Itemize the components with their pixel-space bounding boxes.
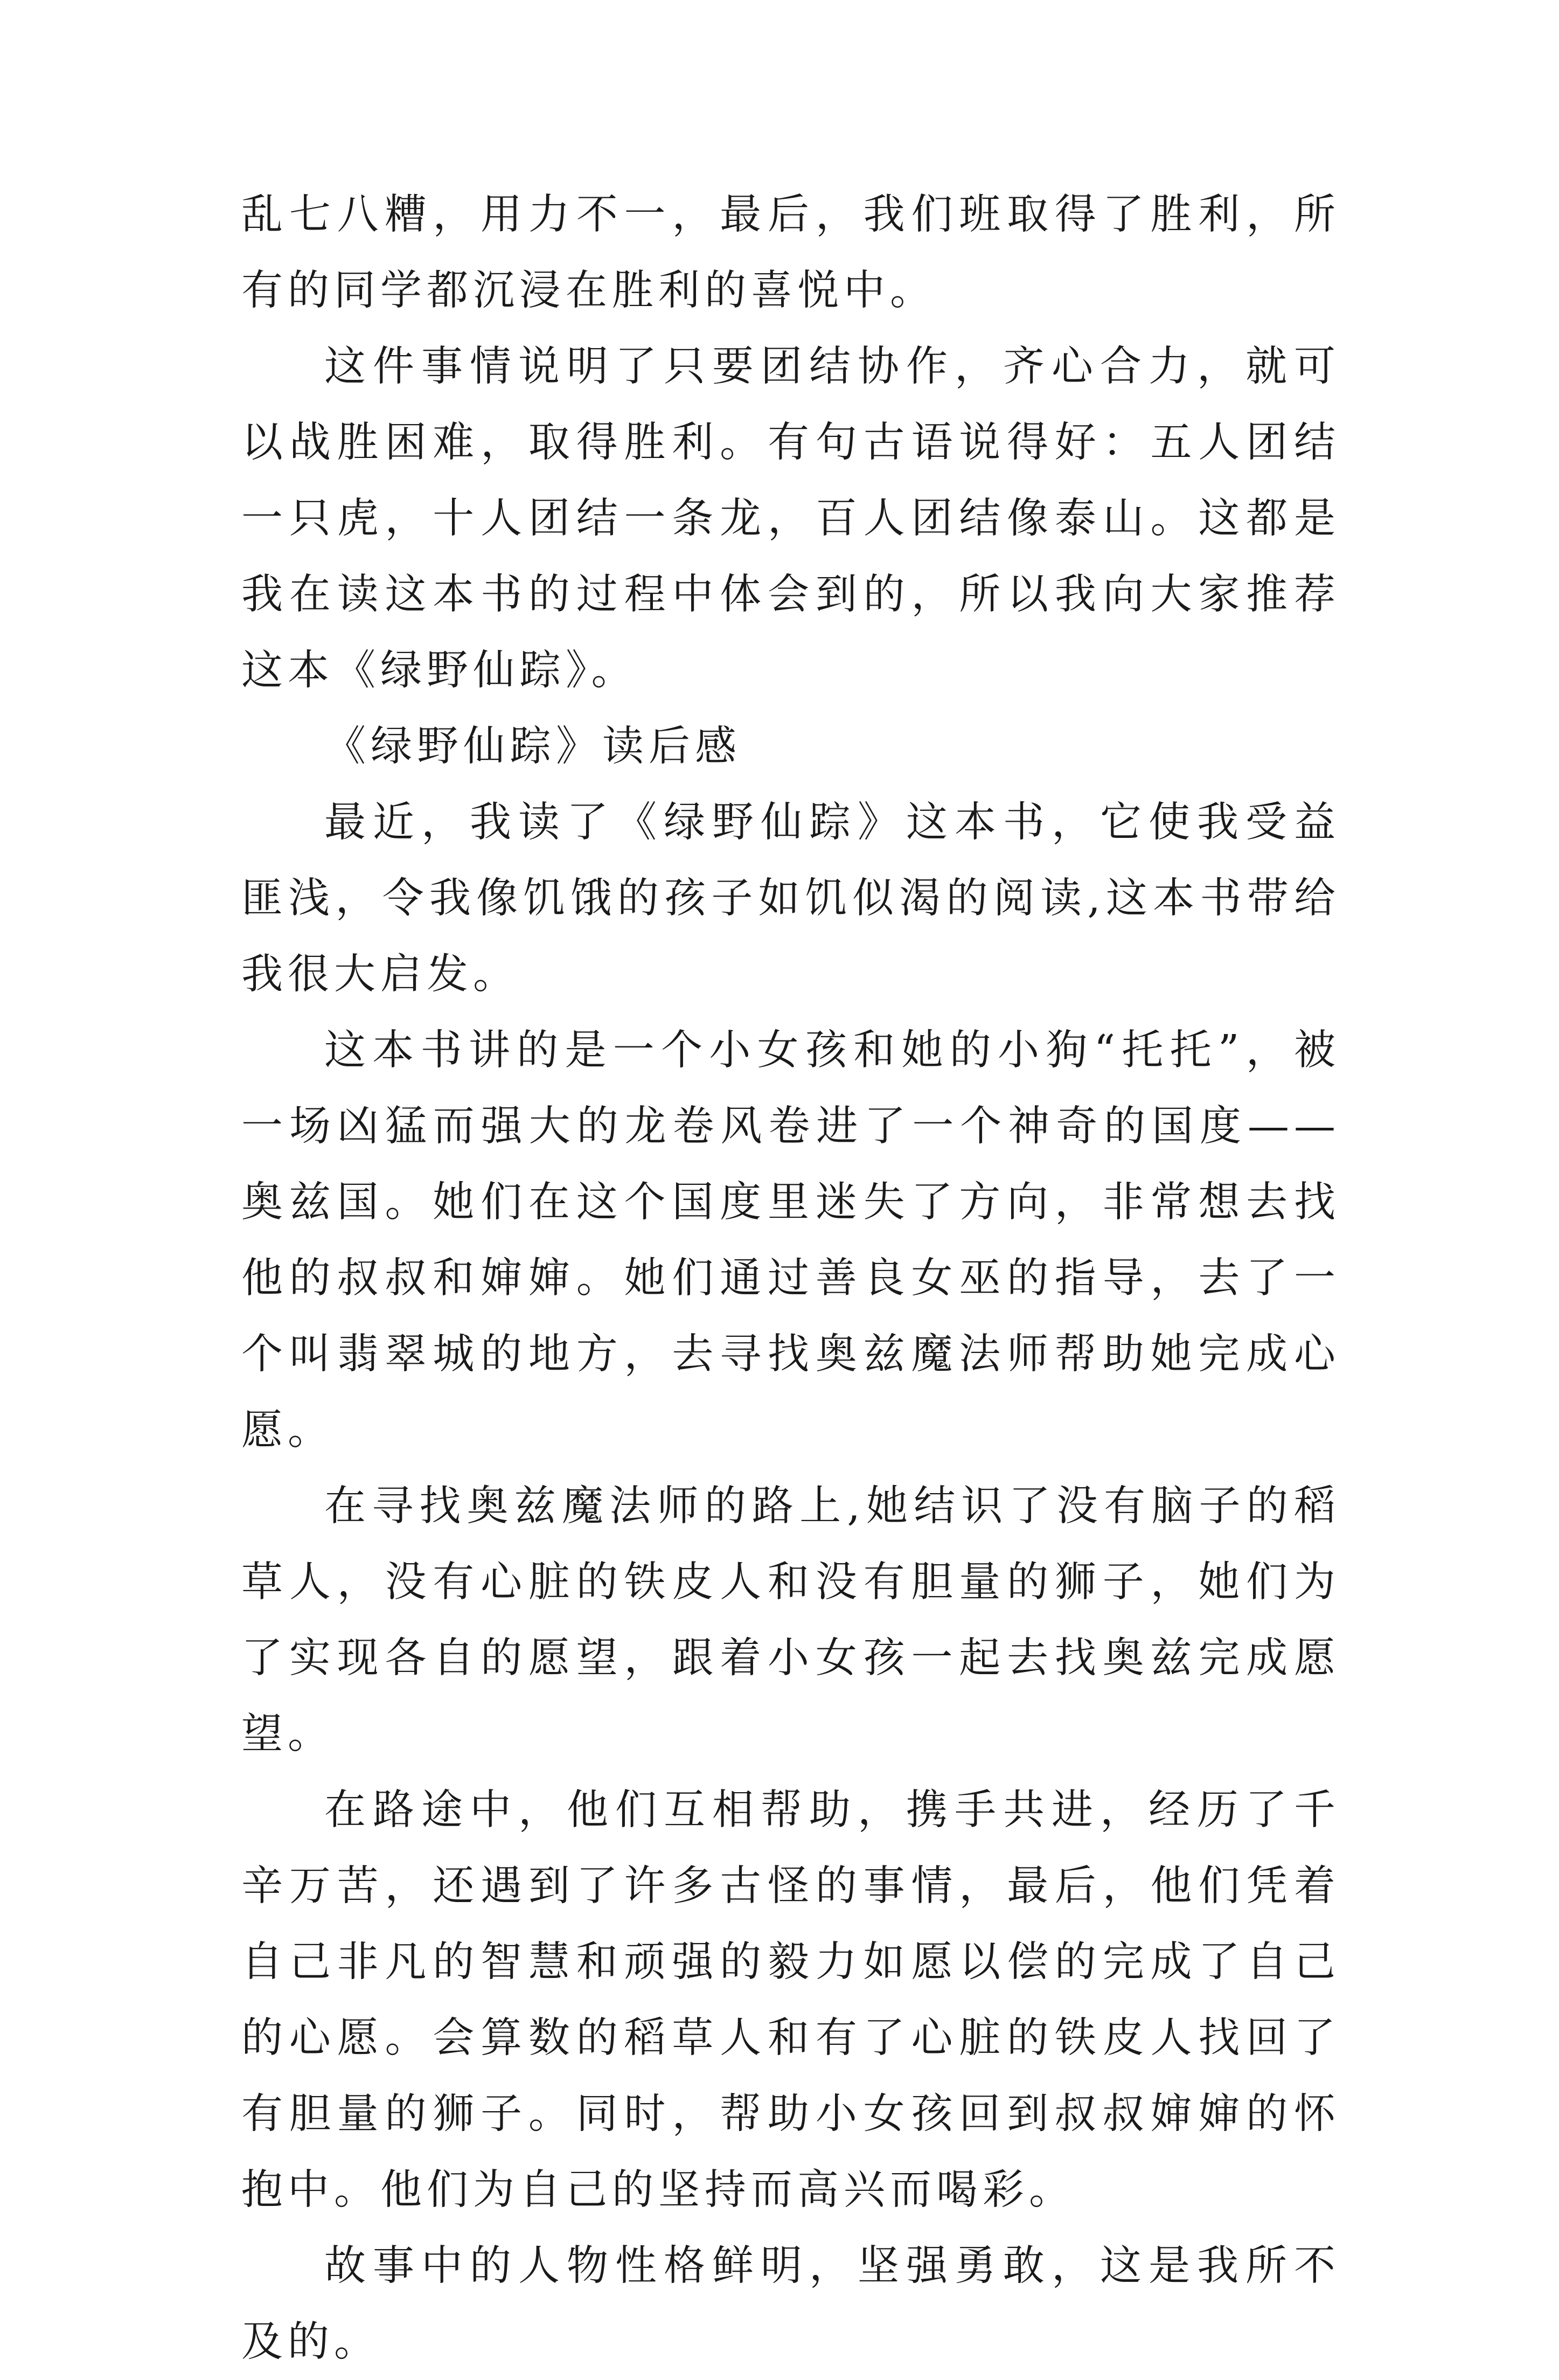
paragraph-companions: 在寻找奥兹魔法师的路上,她结识了没有脑子的稻草人，没有心脏的铁皮人和没有胆量的狮子，她们为了实现各自的愿望，跟着小女孩一起去找奥兹完成愿望。 xyxy=(241,1482,1340,1758)
paragraph-story-summary: 这本书讲的是一个小女孩和她的小狗“托托”，被一场凶猛而强大的龙卷风卷进了一个神奇的国度——奥兹国。她们在这个国度里迷失了方向，非常想去找他的叔叔和婶婶。她们通过善良女巫的指导，去了一个叫翡翠城的地方，去寻找奥兹魔法师帮助她完成心愿。 xyxy=(241,1026,1340,1454)
paragraph-characters: 故事中的人物性格鲜明，坚强勇敢，这是我所不及的。 xyxy=(241,2242,1340,2366)
paragraph-continuation: 乱七八糟，用力不一，最后，我们班取得了胜利，所有的同学都沉浸在胜利的喜悦中。 xyxy=(241,191,1340,315)
essay-title: 《绿野仙踪》读后感 xyxy=(324,723,741,771)
paragraph-intro: 最近，我读了《绿野仙踪》这本书，它使我受益匪浅，令我像饥饿的孩子如饥似渴的阅读,这本书带给我很大启发。 xyxy=(241,799,1340,998)
paragraph-teamwork-conclusion: 这件事情说明了只要团结协作，齐心合力，就可以战胜困难，取得胜利。有句古语说得好：五人团结一只虎，十人团结一条龙，百人团结像泰山。这都是我在读这本书的过程中体会到的，所以我向大家推荐这本《绿野仙踪》。 xyxy=(241,343,1340,695)
paragraph-journey: 在路途中，他们互相帮助，携手共进，经历了千辛万苦，还遇到了许多古怪的事情，最后，他们凭着自己非凡的智慧和顽强的毅力如愿以偿的完成了自己的心愿。会算数的稻草人和有了心脏的铁皮人找回了有胆量的狮子。同时，帮助小女孩回到叔叔婶婶的怀抱中。他们为自己的坚持而高兴而喝彩。 xyxy=(241,1786,1340,2214)
body-text xyxy=(241,177,1340,2380)
